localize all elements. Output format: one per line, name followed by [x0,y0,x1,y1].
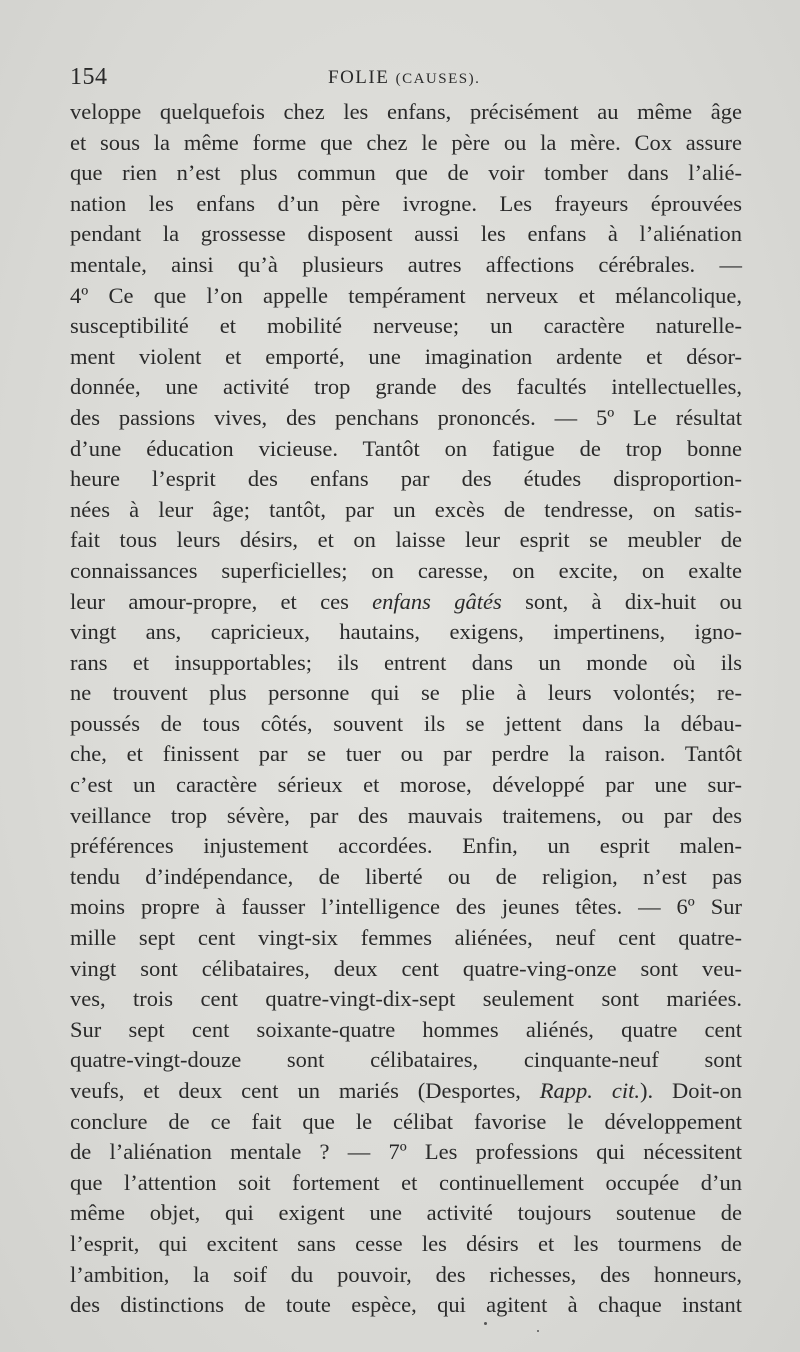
text-line: nation les enfans d’un père ivrogne. Les frayeurs éprouvées [70,190,742,216]
text-line-mixed [70,587,742,618]
text-line: que l’attention soit fortement et continuellement occupée d’un [70,1169,742,1195]
text-line: mentale, ainsi qu’à plusieurs autres affections cérébrales. — [70,251,742,277]
paper-speck [537,1330,539,1332]
text-line: préférences injustement accordées. Enfin, un esprit malen- [70,833,742,859]
text-line: et sous la même forme que chez le père ou la mère. Cox assure [70,129,742,155]
text-line-start: veufs, et deux cent un mariés (Desportes, [70,1078,540,1103]
page-number: 154 [70,64,108,90]
text-line: que rien n’est plus commun que de voir tomber dans l’alié- [70,160,742,186]
text-line: rans et insupportables; ils entrent dans un monde où ils [70,649,742,675]
text-line: vingt ans, capricieux, hautains, exigens, impertinens, igno- [70,619,742,645]
text-line: veloppe quelquefois chez les enfans, précisément au même âge [70,99,742,124]
text-line: quatre-vingt-douze sont célibataires, cinquante-neuf sont [70,1047,742,1073]
text-line: pendant la grossesse disposent aussi les enfans à l’aliénation [70,221,742,247]
body-text [70,97,742,1321]
text-line: ment violent et emporté, une imagination ardente et désor- [70,343,742,369]
italic-citation: Rapp. cit. [539,1078,640,1103]
text-line: donnée, une activité trop grande des facultés intellectuelles, [70,374,742,400]
text-line-mixed [70,1076,742,1107]
text-line: d’une éducation vicieuse. Tantôt on fatigue de trop bonne [70,435,742,461]
text-line: susceptibilité et mobilité nerveuse; un caractère naturelle- [70,313,742,339]
text-line-end: sont, à dix-huit ou [501,588,742,614]
text-line: mille sept cent vingt-six femmes aliénées, neuf cent quatre- [70,925,742,951]
text-line: même objet, qui exigent une activité toujours soutenue de [70,1200,742,1226]
text-line: l’ambition, la soif du pouvoir, des richesses, des honneurs, [70,1261,742,1287]
text-line: tendu d’indépendance, de liberté ou de religion, n’est pas [70,863,742,889]
text-line: 4º Ce que l’on appelle tempérament nerveux et mélancolique, [70,282,742,308]
text-line: conclure de ce fait que le célibat favorise le développement [70,1108,742,1134]
text-line: connaissances superficielles; on caresse, on excite, on exalte [70,557,742,583]
italic-term: enfans gâtés [372,588,502,614]
page-header [70,64,742,94]
running-head-title: FOLIE [328,67,390,88]
running-head-subtitle: (CAUSES). [395,71,481,87]
text-line: nées à leur âge; tantôt, par un excès de tendresse, on satis- [70,496,742,522]
text-line: l’esprit, qui excitent sans cesse les désirs et les tourmens de [70,1230,742,1256]
text-line: vingt sont célibataires, deux cent quatre-ving-onze sont veu- [70,955,742,981]
text-line: heure l’esprit des enfans par des études disproportion- [70,466,742,492]
text-line: de l’aliénation mentale ? — 7º Les professions qui nécessitent [70,1139,742,1165]
text-line: Sur sept cent soixante-quatre hommes aliénés, quatre cent [70,1016,742,1042]
text-line: c’est un caractère sérieux et morose, développé par une sur- [70,772,742,798]
paper-speck [484,1322,487,1325]
text-line: che, et finissent par se tuer ou par perdre la raison. Tantôt [70,741,742,767]
text-line: moins propre à fausser l’intelligence des jeunes têtes. — 6º Sur [70,894,742,920]
text-line: des distinctions de toute espèce, qui agitent à chaque instant [70,1292,742,1318]
running-head [328,67,480,89]
text-line: des passions vives, des penchans prononcés. — 5º Le résultat [70,404,742,430]
text-line: ne trouvent plus personne qui se plie à leurs volontés; re- [70,680,742,706]
text-line-start: leur amour-propre, et ces [70,588,373,614]
text-line-end: ). Doit-on [639,1078,742,1103]
text-line: ves, trois cent quatre-vingt-dix-sept seulement sont mariées. [70,986,742,1012]
text-line: veillance trop sévère, par des mauvais traitemens, ou par des [70,802,742,828]
text-line: fait tous leurs désirs, et on laisse leur esprit se meubler de [70,527,742,553]
text-line: poussés de tous côtés, souvent ils se jettent dans la débau- [70,710,742,736]
